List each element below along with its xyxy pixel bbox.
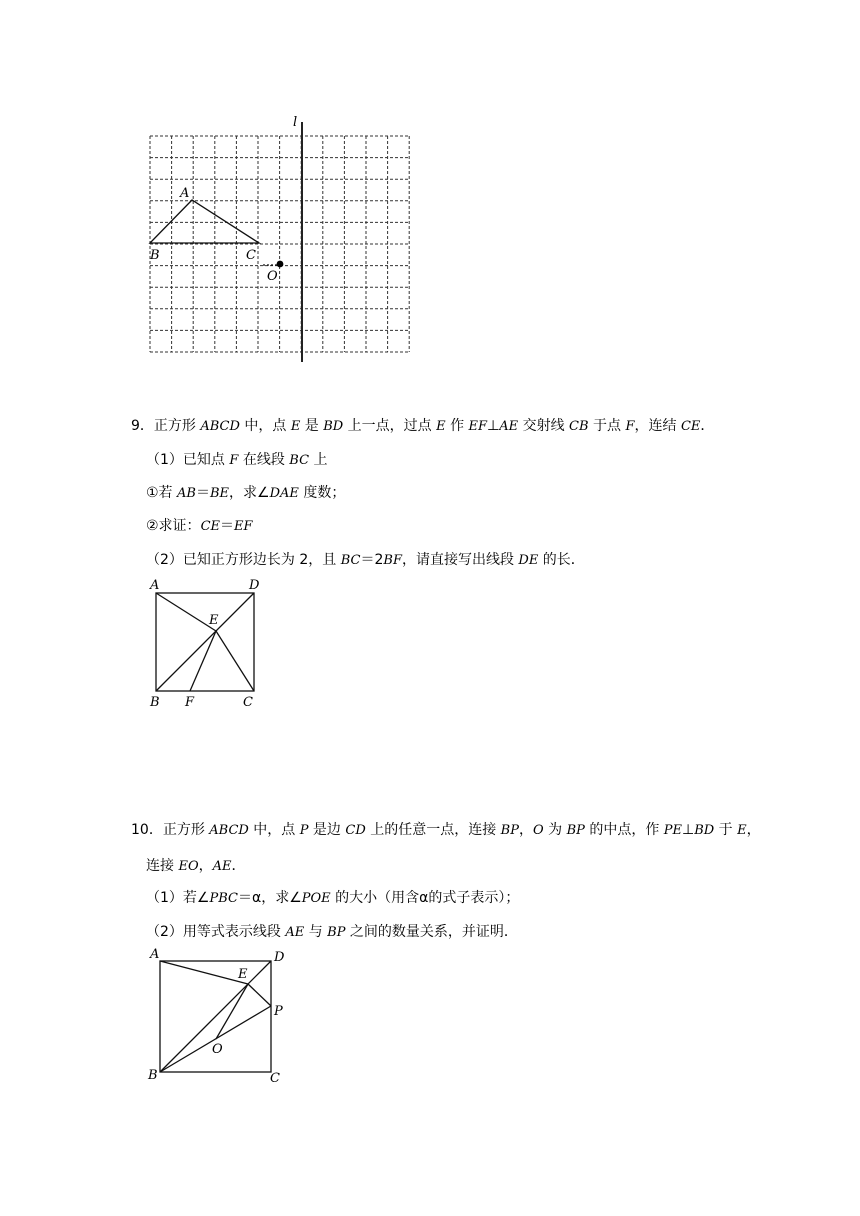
- math-variable: CD: [345, 823, 366, 838]
- label-a: A: [180, 186, 190, 201]
- q9-line-2: [146, 450, 328, 471]
- label-o: O: [267, 269, 278, 284]
- text-segment: 是: [300, 418, 324, 434]
- q10-label-e: E: [238, 967, 248, 982]
- q10-line-1: [131, 820, 761, 841]
- q10-line-3: [146, 888, 519, 909]
- math-variable: PE: [663, 823, 683, 838]
- text-segment: 与: [304, 924, 328, 940]
- text-segment: ，: [198, 858, 213, 874]
- segment-ae: [160, 961, 248, 984]
- text-segment: 9．正方形: [131, 418, 201, 434]
- math-variable: AE: [285, 925, 305, 940]
- text-segment: 是边: [308, 822, 346, 838]
- math-variable: BC: [340, 553, 361, 568]
- math-variable: E: [436, 419, 446, 434]
- math-variable: BC: [289, 453, 310, 468]
- text-segment: 度数；: [298, 485, 346, 501]
- q9-label-d: D: [249, 578, 260, 593]
- q9-label-a: A: [150, 578, 160, 593]
- q10-label-p: P: [274, 1004, 283, 1019]
- q9-square-figure: [145, 574, 270, 714]
- text-segment: ，求∠: [229, 485, 270, 501]
- q10-label-d: D: [274, 950, 285, 965]
- text-segment: 之间的数量关系，并证明．: [345, 924, 518, 940]
- math-variable: CE: [680, 419, 701, 434]
- segment-ec: [216, 631, 254, 691]
- q9-label-f: F: [185, 695, 195, 710]
- math-variable: AB: [177, 486, 196, 501]
- text-segment: （1）若∠: [146, 890, 210, 906]
- q9-line-5: [146, 550, 585, 571]
- q10-line-2: [146, 856, 246, 877]
- q9-label-e: E: [209, 613, 219, 628]
- text-segment: ①若: [146, 485, 178, 501]
- math-variable: BP: [327, 925, 346, 940]
- dashed-grid: [150, 136, 409, 352]
- math-variable: BP: [500, 823, 519, 838]
- text-segment: 作: [445, 418, 469, 434]
- text-segment: ＝2: [360, 552, 384, 568]
- math-variable: BD: [694, 823, 715, 838]
- math-variable: P: [299, 823, 309, 838]
- math-variable: BD: [323, 419, 344, 434]
- text-segment: 交射线: [518, 418, 570, 434]
- math-variable: BF: [383, 553, 402, 568]
- q10-line-4: [146, 922, 518, 943]
- text-segment: ＝: [195, 485, 210, 501]
- math-variable: E: [737, 823, 747, 838]
- text-segment: ．: [231, 858, 246, 874]
- point-o: [277, 261, 284, 268]
- text-segment: ⊥: [682, 822, 695, 838]
- math-variable: AE: [212, 859, 232, 874]
- math-variable: EF: [234, 519, 253, 534]
- text-segment: ⊥: [487, 418, 500, 434]
- text-segment: 上: [309, 452, 328, 468]
- text-segment: 中，点: [248, 822, 300, 838]
- text-segment: 10．正方形: [131, 822, 210, 838]
- math-variable: ABCD: [209, 823, 249, 838]
- text-segment: 在线段: [238, 452, 290, 468]
- text-segment: （1）已知点: [146, 452, 230, 468]
- text-segment: 于: [714, 822, 738, 838]
- text-segment: 为: [543, 822, 567, 838]
- math-variable: POE: [301, 891, 331, 906]
- text-segment: ，连结: [634, 418, 681, 434]
- text-segment: ．: [700, 418, 715, 434]
- math-variable: EF: [468, 419, 488, 434]
- segment-ae: [156, 593, 216, 631]
- q9-label-b: B: [150, 695, 160, 710]
- text-segment: 中，点: [239, 418, 291, 434]
- text-segment: ＝: [220, 518, 234, 534]
- math-variable: E: [290, 419, 301, 434]
- text-segment: 的大小（用含α的式子表示）；: [330, 890, 520, 906]
- math-variable: CB: [569, 419, 589, 434]
- q10-label-c: C: [270, 1071, 280, 1086]
- math-variable: DE: [518, 553, 539, 568]
- text-segment: ，: [518, 822, 533, 838]
- text-segment: （2）用等式表示线段: [146, 924, 286, 940]
- math-variable: CE: [200, 519, 220, 534]
- q9-line-1: [131, 416, 714, 437]
- math-variable: O: [532, 823, 544, 838]
- grid-figure: [140, 108, 430, 370]
- segment-pe: [248, 984, 271, 1006]
- q9-line-3: [146, 483, 345, 504]
- triangle-abc: [150, 200, 259, 243]
- math-variable: F: [625, 419, 635, 434]
- q9-line-4: [146, 516, 253, 537]
- text-segment: 上的任意一点，连接: [365, 822, 501, 838]
- text-segment: 的长．: [538, 552, 585, 568]
- math-variable: BE: [209, 486, 230, 501]
- diagonal-bd: [156, 593, 254, 691]
- text-segment: 上一点，过点: [343, 418, 437, 434]
- label-l: l: [293, 115, 298, 130]
- text-segment: ，请直接写出线段: [401, 552, 519, 568]
- segment-ef: [190, 631, 216, 691]
- math-variable: DAE: [269, 486, 299, 501]
- text-segment: 于点: [588, 418, 626, 434]
- q10-label-a: A: [150, 947, 160, 962]
- text-segment: 连接: [146, 858, 179, 874]
- math-variable: AE: [499, 419, 519, 434]
- q9-label-c: C: [243, 695, 253, 710]
- text-segment: ②求证：: [146, 518, 201, 534]
- q10-label-b: B: [148, 1068, 158, 1083]
- q10-label-o: O: [212, 1042, 223, 1057]
- text-segment: ，: [746, 822, 761, 838]
- math-variable: ABCD: [200, 419, 240, 434]
- math-variable: EO: [178, 859, 199, 874]
- text-segment: 的中点，作: [584, 822, 664, 838]
- math-variable: F: [229, 453, 239, 468]
- text-segment: （2）已知正方形边长为 2，且: [146, 552, 341, 568]
- text-segment: ＝α，求∠: [237, 890, 302, 906]
- q10-square-figure: [140, 945, 295, 1090]
- math-variable: BP: [566, 823, 585, 838]
- math-variable: PBC: [209, 891, 238, 906]
- label-c: C: [246, 248, 256, 263]
- label-b: B: [150, 248, 160, 263]
